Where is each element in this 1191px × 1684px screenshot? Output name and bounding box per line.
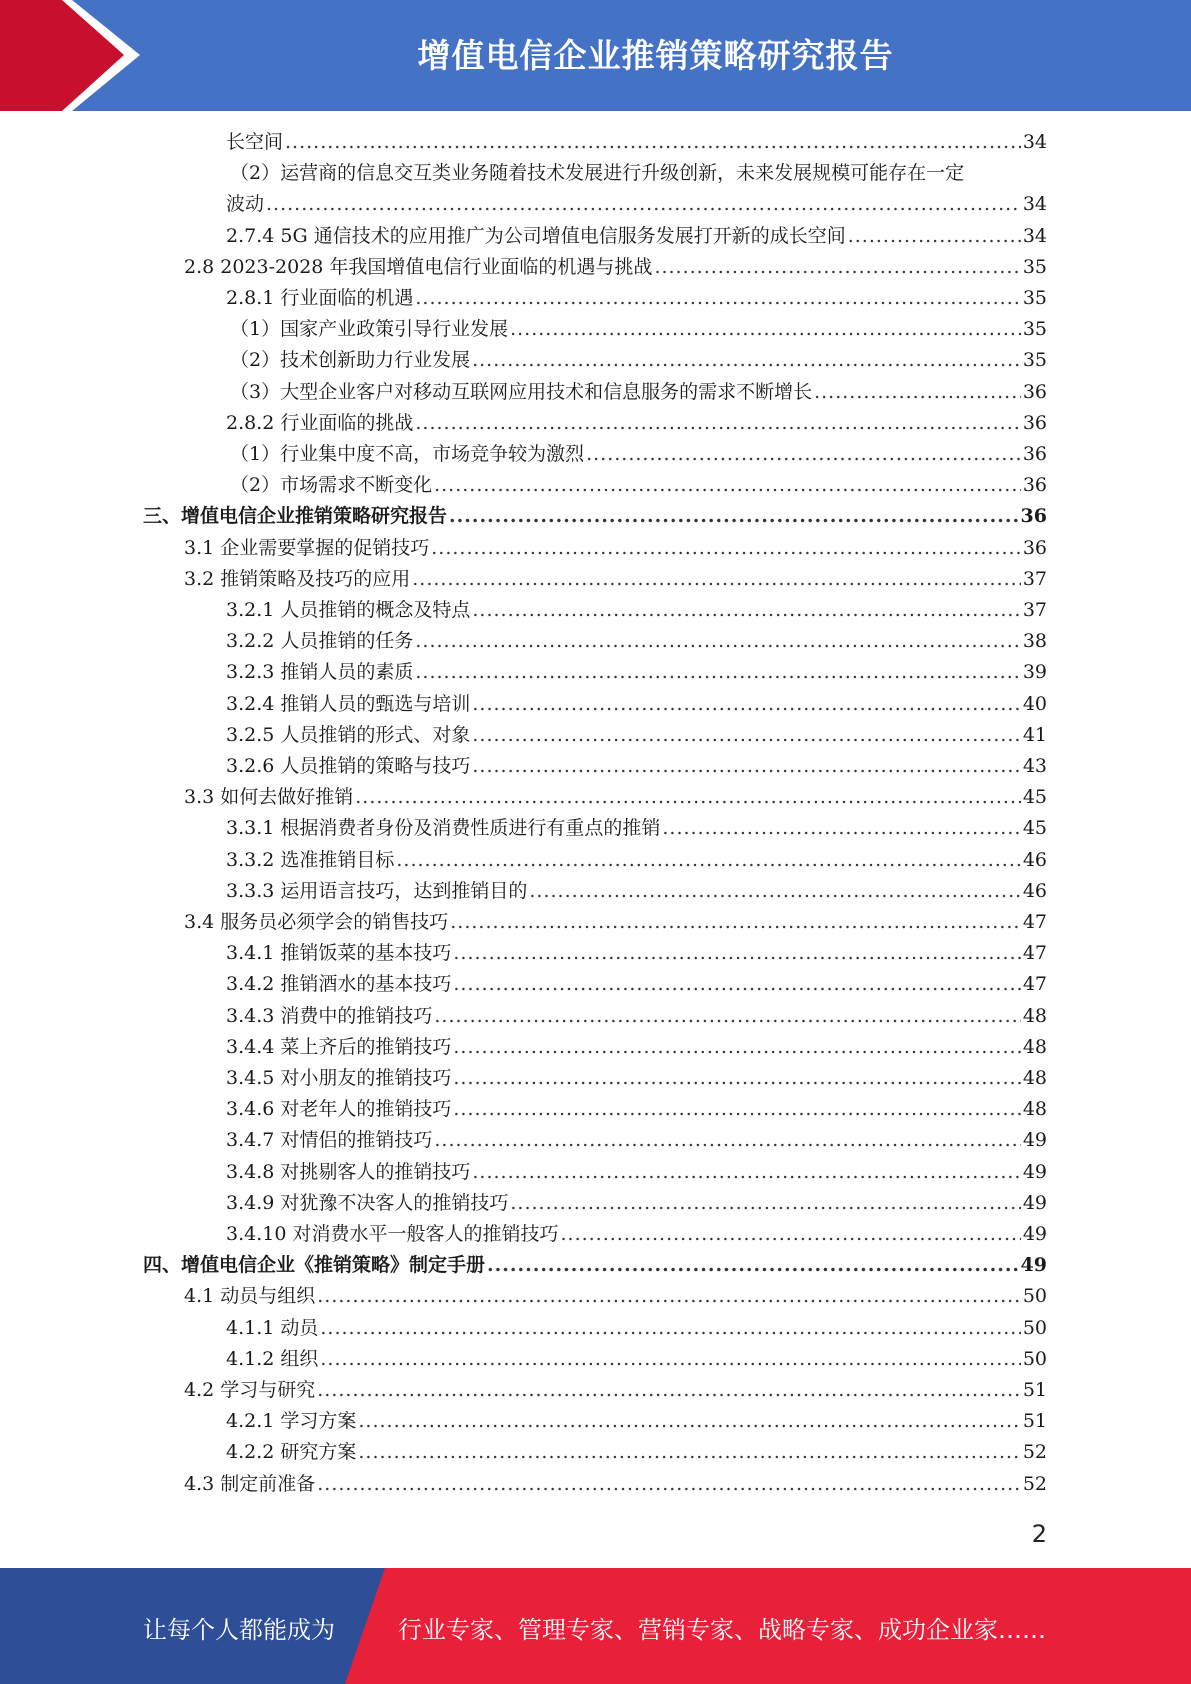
page-number: 2 [1031, 1520, 1047, 1548]
toc-entry[interactable] [226, 1064, 1047, 1092]
toc-entry[interactable] [226, 721, 1047, 749]
toc-entry-label: 3.2.3 推销人员的素质 [226, 661, 414, 684]
toc-leader-dots [472, 346, 1021, 374]
toc-entry-label: 3.1 企业需要掌握的促销技巧 [184, 536, 430, 559]
toc-entry-label: （2）市场需求不断变化 [230, 474, 433, 497]
toc-leader-dots [529, 877, 1020, 905]
toc-entry-page: 34 [1022, 193, 1047, 216]
toc-entry[interactable] [226, 1345, 1047, 1373]
toc-entry[interactable] [230, 315, 1047, 343]
toc-entry[interactable] [226, 1189, 1047, 1217]
toc-leader-dots [472, 596, 1020, 624]
toc-leader-dots [453, 970, 1020, 998]
toc-entry-page: 49 [1022, 1129, 1047, 1152]
toc-entry[interactable] [226, 814, 1047, 842]
toc-entry-label: 3.4.8 对挑剔客人的推销技巧 [226, 1160, 471, 1183]
toc-entry-page: 34 [1022, 131, 1047, 153]
toc-entry-page: 52 [1022, 1472, 1047, 1495]
toc-entry-label: 4.2.2 研究方案 [226, 1441, 357, 1464]
toc-entry-label: 3.2.1 人员推销的概念及特点 [226, 599, 471, 621]
toc-entry[interactable] [230, 471, 1047, 499]
toc-entry-label: 3.4.9 对犹豫不决客人的推销技巧 [226, 1191, 509, 1214]
toc-entry-label: 3.2.2 人员推销的任务 [226, 630, 414, 653]
toc-entry-page: 49 [1022, 1160, 1047, 1183]
arrow-decoration-icon [0, 0, 200, 111]
toc-entry[interactable] [226, 690, 1047, 718]
toc-leader-dots [317, 1470, 1021, 1498]
toc-leader-dots [814, 378, 1021, 406]
toc-entry[interactable] [226, 1314, 1047, 1342]
toc-entry-page: 51 [1022, 1410, 1047, 1433]
toc-entry-page: 34 [1022, 224, 1047, 247]
toc-leader-dots [510, 1189, 1020, 1217]
toc-leader-dots [415, 409, 1020, 437]
toc-leader-dots [415, 658, 1020, 686]
toc-entry-label: 3.4.3 消费中的推销技巧 [226, 1004, 433, 1027]
toc-entry-page: 35 [1022, 349, 1047, 372]
toc-entry[interactable] [184, 1282, 1047, 1310]
toc-entry-label: 3.4.1 推销饭菜的基本技巧 [226, 942, 452, 965]
toc-entry-page: 35 [1022, 255, 1047, 278]
toc-entry-label: （2）技术创新助力行业发展 [230, 349, 471, 372]
toc-entry-page: 36 [1022, 380, 1047, 403]
toc-entry[interactable] [226, 1033, 1047, 1061]
toc-entry-label: 3.4.2 推销酒水的基本技巧 [226, 973, 452, 996]
toc-entry[interactable] [226, 1220, 1047, 1248]
toc-entry[interactable] [226, 752, 1047, 780]
toc-entry-page: 41 [1022, 723, 1047, 746]
toc-entry-label: 3.3.2 选准推销目标 [226, 848, 395, 871]
toc-entry[interactable] [230, 378, 1047, 406]
toc-entry[interactable] [226, 190, 1047, 218]
toc-entry-page: 37 [1022, 599, 1047, 621]
toc-leader-dots [472, 752, 1020, 780]
toc-entry[interactable] [226, 627, 1047, 655]
toc-leader-dots [449, 502, 1019, 530]
toc-entry-page: 35 [1022, 318, 1047, 341]
toc-entry-page: 47 [1022, 973, 1047, 996]
toc-entry[interactable] [226, 1438, 1047, 1466]
toc-leader-dots [434, 1002, 1020, 1030]
toc-entry-label: 3.4 服务员必须学会的销售技巧 [184, 911, 449, 933]
toc-entry-label: 4.1.1 动员 [226, 1316, 319, 1339]
toc-entry-label: 3.2.5 人员推销的形式、对象 [226, 723, 471, 746]
toc-entry[interactable] [226, 284, 1047, 312]
toc-leader-dots [285, 128, 1021, 156]
toc-leader-dots [662, 814, 1020, 842]
toc-entry-page: 38 [1022, 630, 1047, 653]
toc-entry[interactable] [226, 596, 1047, 624]
toc-entry-label: （1）国家产业政策引导行业发展 [230, 318, 509, 341]
toc-entry-page: 36 [1022, 411, 1047, 434]
toc-entry-label: 3.4.5 对小朋友的推销技巧 [226, 1067, 452, 1089]
toc-entry-label: 三、增值电信企业推销策略研究报告 [143, 505, 448, 528]
toc-leader-dots [560, 1220, 1020, 1248]
toc-leader-dots [415, 284, 1020, 312]
toc-leader-dots [453, 1095, 1020, 1123]
footer-slogan-right: 行业专家、管理专家、营销专家、战略专家、成功企业家…… [398, 1616, 1046, 1644]
toc-entry-label: 2.8 2023-2028 年我国增值电信行业面临的机遇与挑战 [184, 255, 653, 278]
toc-entry-page: 36 [1020, 505, 1047, 528]
toc-entry-page: 52 [1022, 1441, 1047, 1464]
toc-entry-label: 2.8.1 行业面临的机遇 [226, 287, 414, 309]
footer-slogan-left: 让每个人都能成为 [143, 1616, 335, 1644]
toc-entry-label: 4.3 制定前准备 [184, 1472, 316, 1495]
toc-leader-dots [431, 534, 1021, 562]
toc-leader-dots [412, 565, 1021, 593]
toc-leader-dots [266, 190, 1021, 218]
toc-entry-page: 51 [1022, 1379, 1047, 1401]
toc-entry-label: 3.2.6 人员推销的策略与技巧 [226, 755, 471, 777]
toc-entry-page: 49 [1022, 1223, 1047, 1245]
toc-entry[interactable] [230, 159, 1047, 187]
toc-leader-dots [317, 1282, 1021, 1310]
toc-entry-label: 3.2 推销策略及技巧的应用 [184, 567, 411, 590]
toc-entry-label: 四、增值电信企业《推销策略》制定手册 [143, 1254, 486, 1277]
page-header [0, 0, 1191, 111]
toc-entry[interactable] [226, 222, 1047, 250]
toc-leader-dots [415, 627, 1020, 655]
toc-leader-dots [654, 253, 1020, 281]
toc-entry-label: （2）运营商的信息交互类业务随着技术发展进行升级创新，未来发展规模可能存在一定 [230, 162, 965, 185]
toc-entry[interactable] [230, 346, 1047, 374]
toc-leader-dots [358, 1438, 1020, 1466]
toc-leader-dots [434, 471, 1021, 499]
toc-entry-label: （3）大型企业客户对移动互联网应用技术和信息服务的需求不断增长 [230, 380, 813, 403]
toc-leader-dots [396, 846, 1020, 874]
toc-leader-dots [453, 1033, 1020, 1061]
toc-entry-label: 4.2 学习与研究 [184, 1379, 316, 1401]
toc-entry-page: 46 [1022, 879, 1047, 902]
toc-entry-page: 37 [1022, 567, 1047, 590]
toc-entry-label: 3.4.4 菜上齐后的推销技巧 [226, 1035, 452, 1058]
toc-entry-page: 48 [1022, 1004, 1047, 1027]
toc-entry-label: 3.3.3 运用语言技巧，达到推销目的 [226, 879, 528, 902]
toc-entry-page: 49 [1022, 1191, 1047, 1214]
toc-entry-page: 35 [1022, 287, 1047, 309]
toc-entry-label: （1）行业集中度不高，市场竞争较为激烈 [230, 443, 585, 465]
toc-entry-label: 3.3 如何去做好推销 [184, 786, 354, 809]
toc-leader-dots [320, 1314, 1020, 1342]
toc-leader-dots [450, 908, 1021, 936]
toc-entry-label: 3.4.6 对老年人的推销技巧 [226, 1098, 452, 1121]
toc-entry[interactable] [143, 1251, 1047, 1279]
toc-entry-page: 43 [1022, 755, 1047, 777]
toc-leader-dots [586, 440, 1021, 468]
toc-entry[interactable] [226, 1126, 1047, 1154]
toc-entry-label: 波动 [226, 193, 265, 216]
toc-entry[interactable] [226, 409, 1047, 437]
toc-entry-label: 3.3.1 根据消费者身份及消费性质进行有重点的推销 [226, 817, 661, 840]
toc-entry[interactable] [184, 253, 1047, 281]
toc-leader-dots [453, 939, 1020, 967]
toc-entry-page: 47 [1022, 911, 1047, 933]
toc-entry[interactable] [226, 877, 1047, 905]
toc-leader-dots [510, 315, 1021, 343]
toc-entry-page: 36 [1022, 474, 1047, 497]
toc-leader-dots [320, 1345, 1020, 1373]
toc-entry-page: 46 [1022, 848, 1047, 871]
toc-leader-dots [453, 1064, 1020, 1092]
toc-leader-dots [472, 1158, 1020, 1186]
toc-entry-label: 2.7.4 5G 通信技术的应用推广为公司增值电信服务发展打开新的成长空间 [226, 224, 846, 247]
toc-entry-page: 50 [1022, 1316, 1047, 1339]
toc-entry[interactable] [184, 908, 1047, 936]
toc-entry-page: 39 [1022, 661, 1047, 684]
header-title: 增值电信企业推销策略研究报告 [417, 36, 894, 75]
toc-entry-label: 长空间 [226, 131, 284, 153]
toc-leader-dots [487, 1251, 1019, 1279]
toc-leader-dots [472, 721, 1020, 749]
toc-entry-page: 45 [1022, 817, 1047, 840]
toc-entry-page: 36 [1022, 443, 1047, 465]
toc-entry-page: 47 [1022, 942, 1047, 965]
toc-entry-label: 3.4.10 对消费水平一般客人的推销技巧 [226, 1223, 559, 1245]
toc-entry-page: 50 [1022, 1285, 1047, 1308]
toc-entry-label: 4.1.2 组织 [226, 1347, 319, 1370]
toc-leader-dots [434, 1126, 1020, 1154]
toc-entry[interactable] [226, 1407, 1047, 1435]
toc-entry[interactable] [226, 1158, 1047, 1186]
toc-entry[interactable] [226, 1002, 1047, 1030]
toc-entry-label: 4.1 动员与组织 [184, 1285, 316, 1308]
toc-entry[interactable] [184, 1376, 1047, 1404]
toc-entry-label: 4.2.1 学习方案 [226, 1410, 357, 1433]
toc-entry-label: 3.2.4 推销人员的甄选与培训 [226, 692, 471, 715]
toc-leader-dots [848, 222, 1021, 250]
toc-entry[interactable] [226, 658, 1047, 686]
toc-leader-dots [317, 1376, 1021, 1404]
toc-entry-label: 2.8.2 行业面临的挑战 [226, 411, 414, 434]
toc-entry[interactable] [184, 534, 1047, 562]
toc-entry-page: 45 [1022, 786, 1047, 809]
toc-entry[interactable] [184, 565, 1047, 593]
toc-leader-dots [358, 1407, 1020, 1435]
toc-entry-page: 40 [1022, 692, 1047, 715]
toc-entry[interactable] [226, 1095, 1047, 1123]
page-footer [0, 1568, 1191, 1684]
toc-entry[interactable] [226, 846, 1047, 874]
toc-entry-page: 48 [1022, 1067, 1047, 1089]
toc-entry[interactable] [184, 1470, 1047, 1498]
toc-entry-page: 50 [1022, 1347, 1047, 1370]
toc-entry-page: 48 [1022, 1098, 1047, 1121]
toc-entry[interactable] [184, 783, 1047, 811]
toc-entry[interactable] [226, 939, 1047, 967]
toc-entry-page: 36 [1022, 536, 1047, 559]
toc-entry-page: 49 [1020, 1254, 1047, 1277]
toc-entry-page: 48 [1022, 1035, 1047, 1058]
toc-entry-label: 3.4.7 对情侣的推销技巧 [226, 1129, 433, 1152]
toc-entry[interactable] [226, 128, 1047, 156]
toc-leader-dots [472, 690, 1020, 718]
toc-entry[interactable] [143, 502, 1047, 530]
toc-entry[interactable] [230, 440, 1047, 468]
toc-entry[interactable] [226, 970, 1047, 998]
toc-leader-dots [355, 783, 1021, 811]
